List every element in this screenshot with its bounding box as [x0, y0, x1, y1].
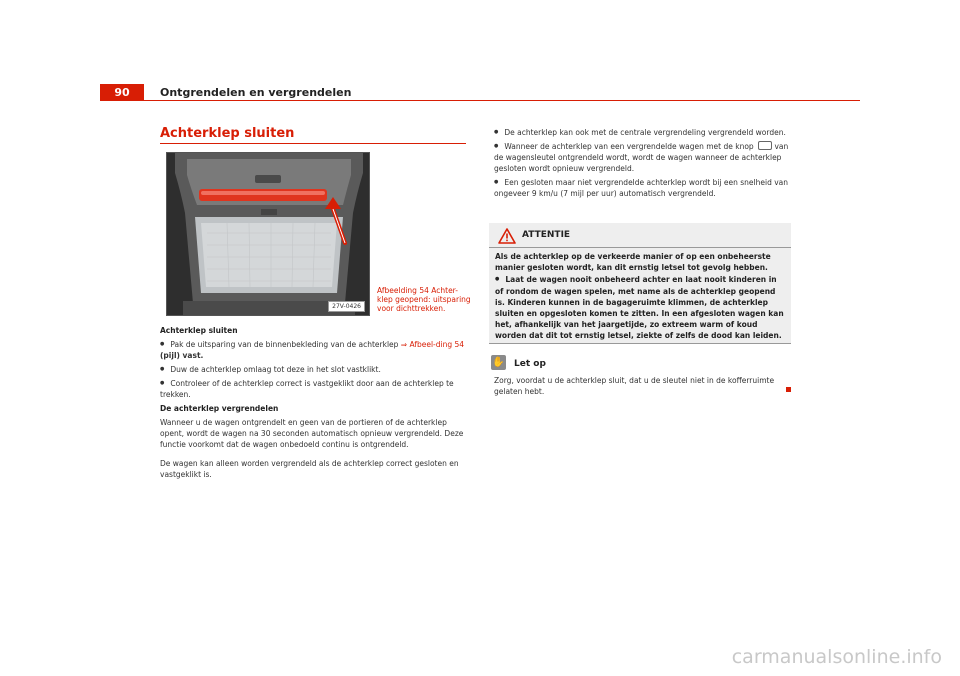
tailgate-illustration	[167, 153, 370, 316]
section-title: Achterklep sluiten	[160, 126, 295, 141]
watermark: carmanualsonline.info	[731, 646, 942, 668]
section-end-marker	[786, 387, 791, 392]
paragraph: Wanneer u de wagen ontgrendelt en geen van de portieren of de achterklep opent, wordt de wagen na 30 seconden automatisch opnieuw vergrendeld. Deze functie voorkomt dat de wagen onbedoeld continu is ontgrendeld.	[160, 418, 464, 449]
list-item: ● Controleer of de achterklep correct is vastgeklikt door aan de achterklep te trekken.	[160, 378, 466, 400]
note-hand-icon: ✋	[492, 357, 505, 368]
note-text: Zorg, voordat u de achterklep sluit, dat u de sleutel niet in de kofferruimte gelaten hebt.	[494, 376, 775, 396]
page-number: 90	[100, 84, 144, 101]
unlock-key-icon	[758, 141, 772, 150]
subheading-close: Achterklep sluiten	[160, 326, 238, 335]
warning-triangle-icon	[498, 228, 516, 244]
figure-tailgate-open	[166, 152, 370, 316]
warning-bullet: ● Laat de wagen nooit onbeheerd achter en laat nooit kinderen in of rondom de wagen spelen, met name als de achterklep geopend is. Kinderen kunnen in de bagageruimte klimmen, de achterklep sluiten en opgesloten komen te zitten. In een afgesloten wagen kan het, afhankelijk van het jaargetijde, zo extreem warm of koud worden dat dit tot ernstig letsel, ziekte of zelfs de dood kan leiden.	[495, 274, 785, 341]
right-column	[494, 127, 790, 202]
warning-box	[489, 223, 791, 344]
list-item: ● Een gesloten maar niet vergrendelde achterklep wordt bij een snelheid van ongeveer 9 km/u (7 mijl per uur) automatisch vergrendeld.	[494, 177, 790, 199]
warning-header	[489, 223, 791, 248]
left-column	[160, 325, 466, 483]
figure-code: 27V-0426	[328, 301, 365, 312]
list-item: ● De achterklep kan ook met de centrale vergrendeling vergrendeld worden.	[494, 127, 790, 138]
section-divider	[160, 143, 466, 144]
warning-title: ATTENTIE	[522, 230, 571, 240]
list-item: ● Duw de achterklep omlaag tot deze in het slot vastklikt.	[160, 364, 466, 375]
chapter-title: Ontgrendelen en vergrendelen	[160, 86, 352, 99]
paragraph: De wagen kan alleen worden vergrendeld als de achterklep correct gesloten en vastgeklikt is.	[160, 459, 459, 479]
warning-body	[489, 248, 791, 342]
warning-text: Als de achterklep op de verkeerde manier of op een onbeheerste manier gesloten wordt, kan dit ernstig letsel tot gevolg hebben.	[495, 252, 771, 273]
note-title: Let op	[514, 359, 546, 369]
header-divider	[144, 100, 860, 101]
subheading-lock: De achterklep vergrendelen	[160, 404, 279, 413]
list-item: ● Wanneer de achterklep van een vergrendelde wagen met de knop van de wagensleutel ontgrendeld wordt, wordt de wagen wanneer de achterklep gesloten wordt opnieuw vergrendeld.	[494, 141, 790, 174]
figure-link[interactable]: ⇒ Afbeel-ding 54	[400, 340, 465, 349]
figure-caption: Afbeelding 54 Achter-klep geopend: uitsparing voor dichttrekken.	[377, 286, 471, 313]
list-item: ● Pak de uitsparing van de binnenbekleding van de achterklep ⇒ Afbeel-ding 54 (pijl) vast.	[160, 339, 466, 361]
